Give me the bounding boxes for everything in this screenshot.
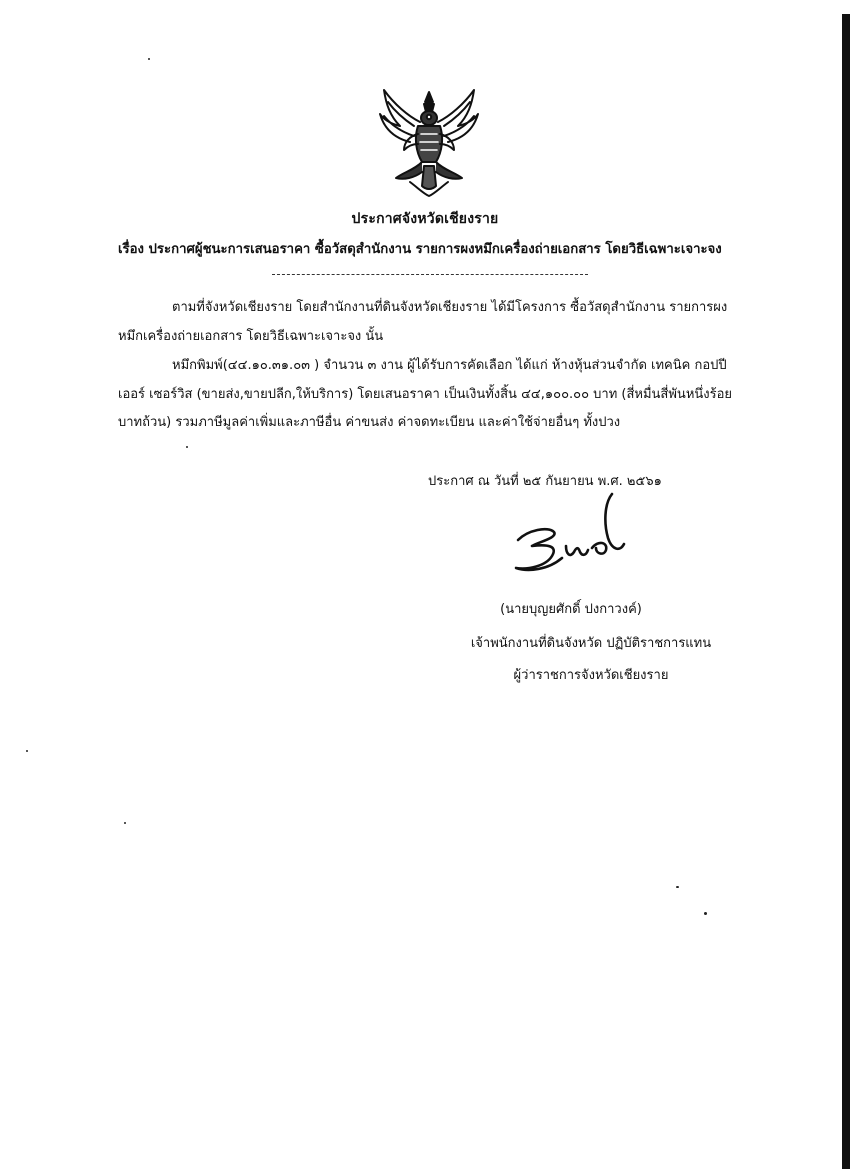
scan-speck [676, 886, 679, 888]
signatory-position-on-behalf: ผู้ว่าราชการจังหวัดเชียงราย [513, 668, 669, 683]
paragraph-1-line-1: ตามที่จังหวัดเชียงราย โดยสำนักงานที่ดินจังหวัดเชียงราย ได้มีโครงการ ซื้อวัสดุสำนักงาน รายการผง [172, 300, 728, 315]
scan-speck [186, 446, 188, 448]
body-paragraph-1 [118, 294, 758, 351]
garuda-emblem-icon [374, 86, 484, 198]
announcement-date: ประกาศ ณ วันที่ ๒๕ กันยายน พ.ศ. ๒๕๖๑ [428, 474, 662, 489]
scan-speck [124, 822, 126, 824]
scan-edge-bar [842, 14, 850, 1169]
document-title: ประกาศจังหวัดเชียงราย [351, 211, 499, 227]
scan-speck [148, 58, 150, 60]
paragraph-1-line-2: หมึกเครื่องถ่ายเอกสาร โดยวิธีเฉพาะเจาะจง นั้น [118, 328, 384, 344]
document-subject: เรื่อง ประกาศผู้ชนะการเสนอราคา ซื้อวัสดุสำนักงาน รายการผงหมึกเครื่องถ่ายเอกสาร โดยวิธีเฉพาะเจาะจง [118, 242, 722, 257]
signatory-position: เจ้าพนักงานที่ดินจังหวัด ปฏิบัติราชการแทน [470, 636, 712, 651]
body-paragraph-2 [118, 352, 758, 438]
scan-speck [26, 750, 28, 752]
handwritten-signature-icon [508, 490, 648, 580]
signatory-name: (นายบุญยศักดิ์ ปงกาวงค์) [500, 602, 642, 617]
paragraph-2-line-3: บาทถ้วน) รวมภาษีมูลค่าเพิ่มและภาษีอื่น ค่าขนส่ง ค่าจดทะเบียน และค่าใช้จ่ายอื่นๆ ทั้งปวง [118, 415, 621, 430]
paragraph-2-line-1: หมึกพิมพ์(๔๔.๑๐.๓๑.๐๓ ) จำนวน ๓ งาน ผู้ได้รับการคัดเลือก ได้แก่ ห้างหุ้นส่วนจำกัด เทคนิค กอปปี [172, 358, 727, 373]
scan-speck [704, 912, 707, 915]
paragraph-2-line-2: เออร์ เซอร์วิส (ขายส่ง,ขายปลีก,ให้บริการ) โดยเสนอราคา เป็นเงินทั้งสิ้น ๔๔,๑๐๐.๐๐ บาท (สี่หมื่นสี่พันหนึ่งร้อย [118, 386, 733, 402]
title-divider [272, 274, 588, 275]
